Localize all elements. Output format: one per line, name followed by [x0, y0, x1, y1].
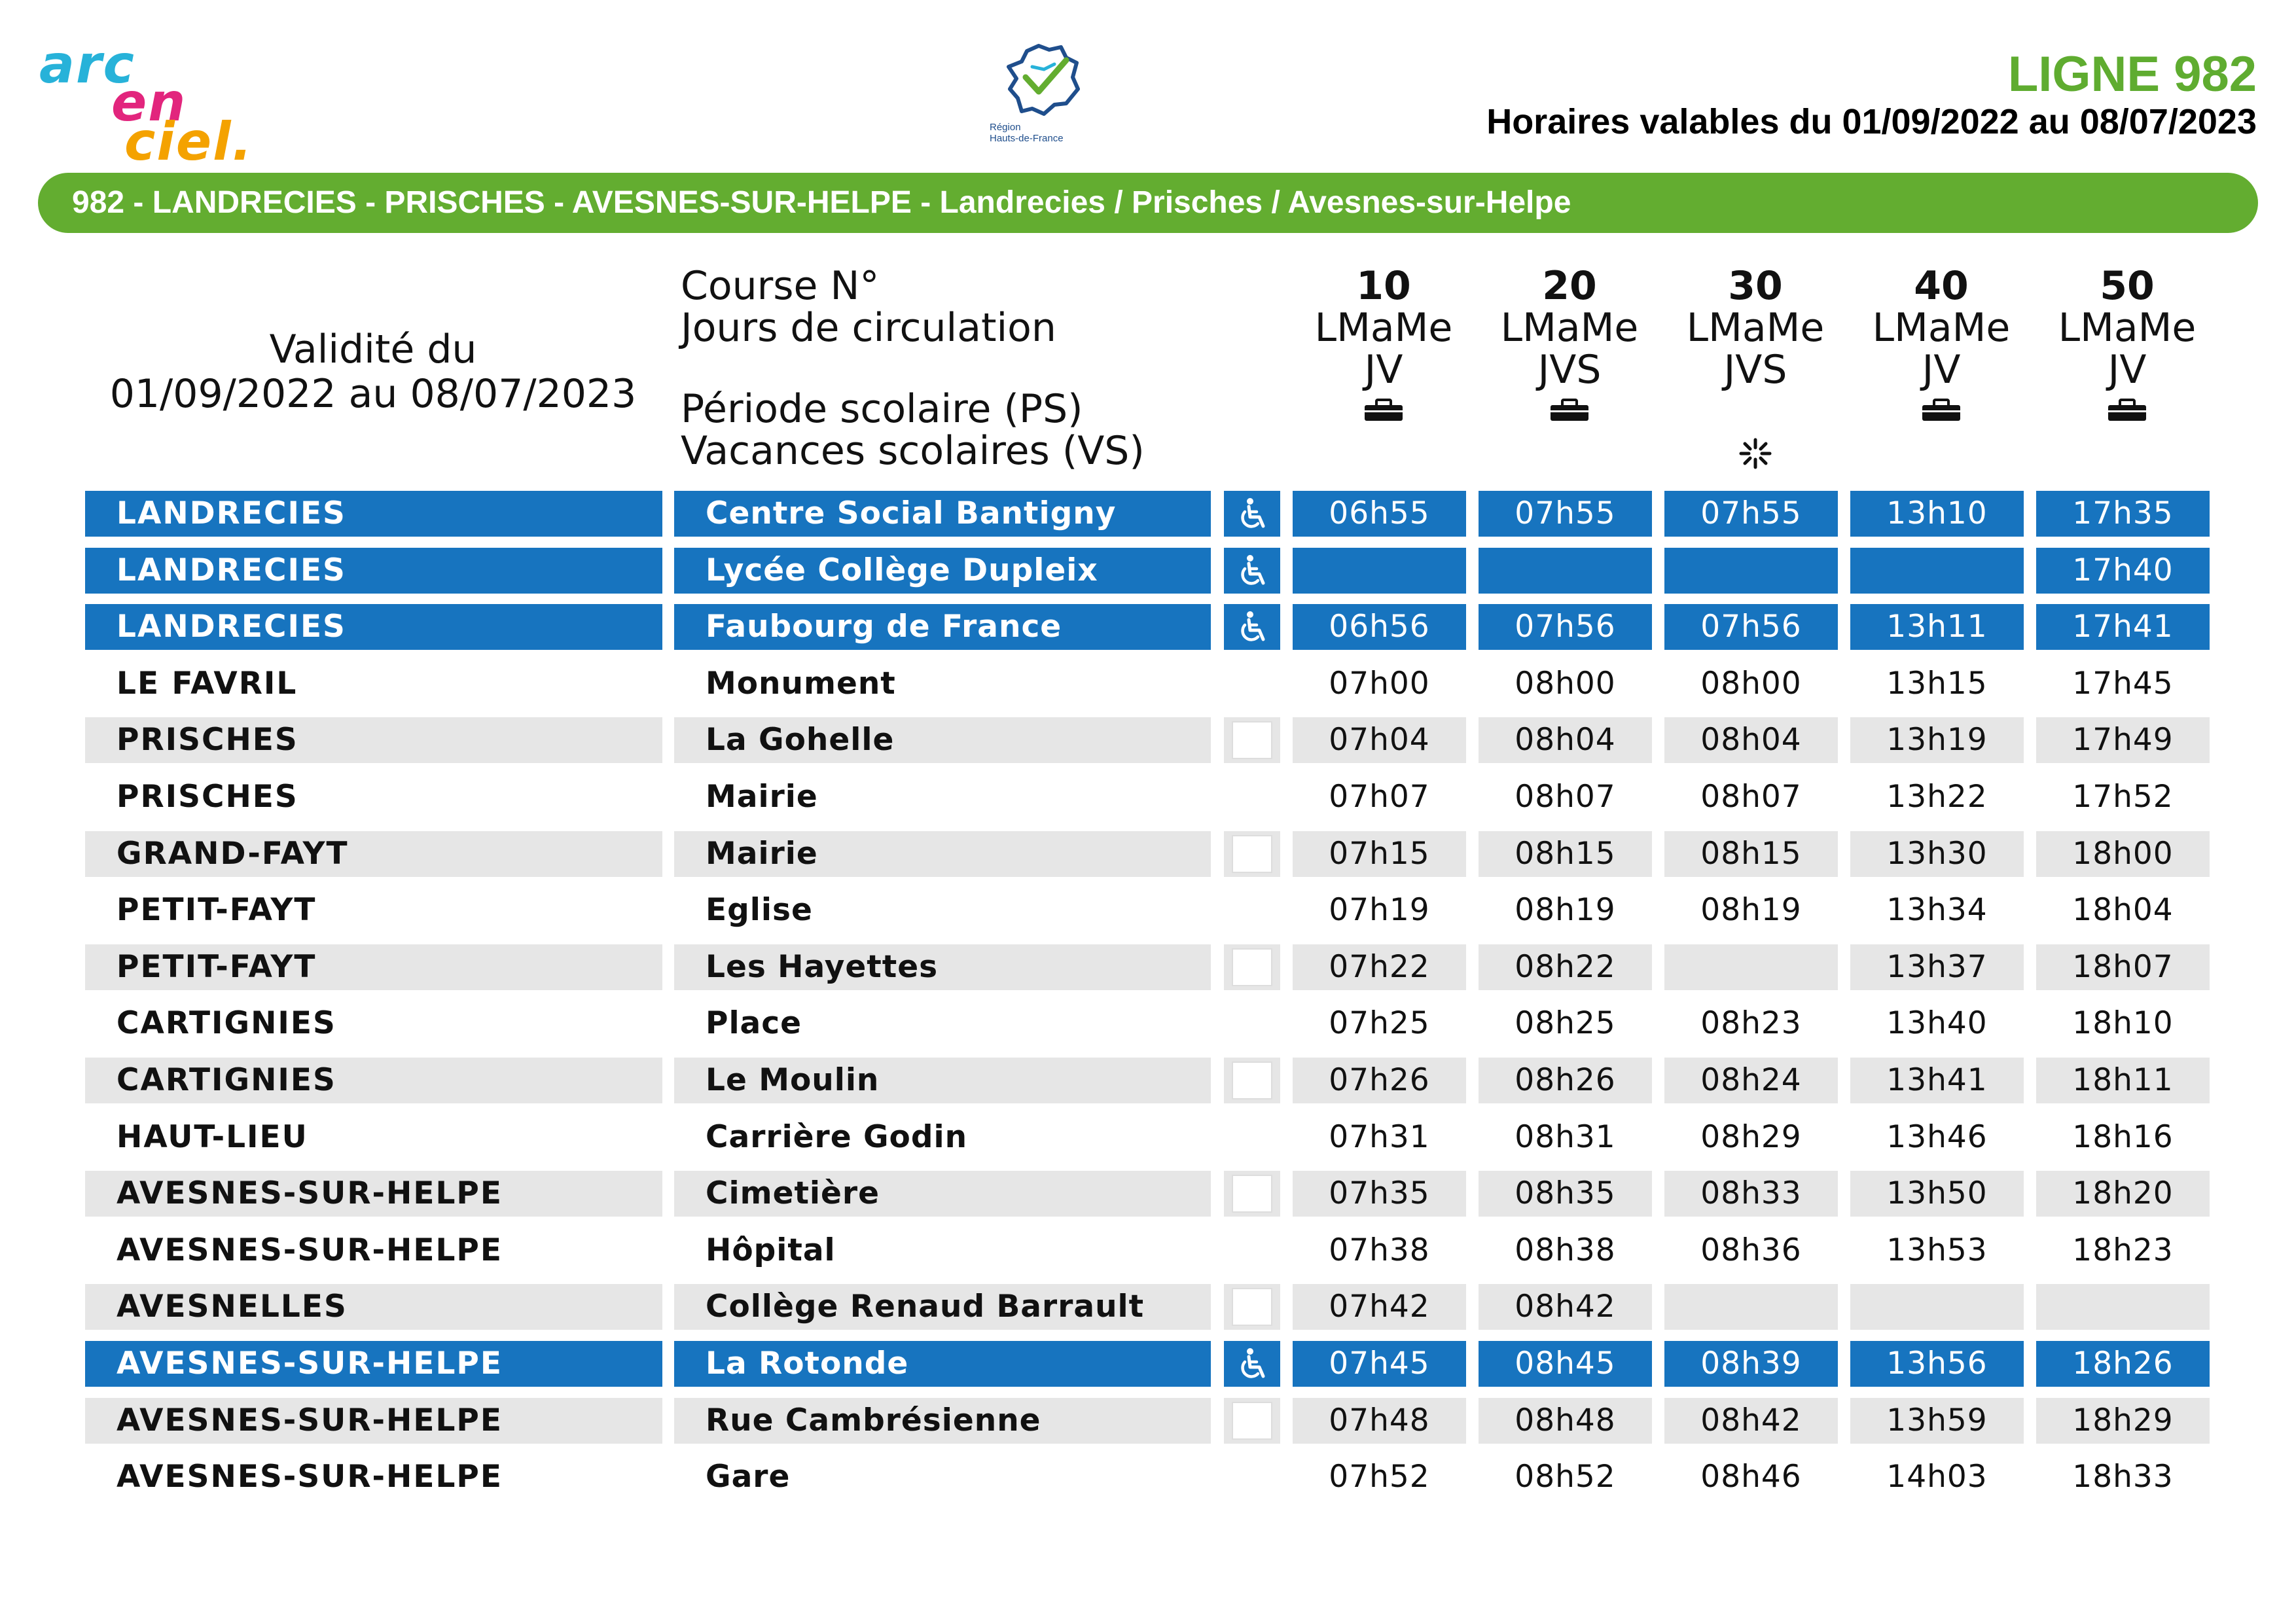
- city-name: CARTIGNIES: [117, 1005, 336, 1042]
- accessibility-box: [1232, 1061, 1272, 1099]
- validity-header: Horaires valables du 01/09/2022 au 08/07/2023: [1486, 102, 2257, 141]
- time-cell: 18h23: [2072, 1232, 2174, 1268]
- vs-indicator: [1852, 434, 2030, 473]
- time-cell: 18h33: [2072, 1459, 2174, 1495]
- time-cell: 08h36: [1700, 1232, 1802, 1268]
- course-number: 50: [2100, 263, 2155, 309]
- time-cell: [1850, 548, 2024, 594]
- city-name: AVESNES-SUR-HELPE: [117, 1459, 503, 1495]
- course-days: LMaMe: [1686, 305, 1825, 351]
- time-cell: 07h42: [1293, 1284, 1466, 1330]
- logo-ciel-text: ciel.: [124, 111, 253, 172]
- accessibility-cell: [1224, 1058, 1280, 1103]
- table-row: [0, 548, 2296, 594]
- time-cell: 08h22: [1479, 944, 1652, 990]
- time-cell: 07h07: [1329, 779, 1430, 815]
- time-cell: 07h48: [1293, 1398, 1466, 1444]
- time-cell: 13h40: [1886, 1005, 1988, 1042]
- time-cell: 13h22: [1886, 779, 1988, 815]
- wheelchair-icon: [1234, 496, 1270, 531]
- course-days: LMaMe: [2058, 305, 2197, 351]
- time-cell: 08h24: [1664, 1058, 1838, 1103]
- stop-name: Les Hayettes: [674, 944, 1211, 990]
- table-row: [0, 1058, 2296, 1103]
- table-validity: [85, 327, 661, 416]
- time-cell: 13h50: [1850, 1171, 2024, 1217]
- table-row: [0, 1171, 2296, 1217]
- table-row: [0, 774, 2296, 820]
- time-cell: 18h11: [2036, 1058, 2210, 1103]
- time-cell: 07h26: [1293, 1058, 1466, 1103]
- table-row: [0, 944, 2296, 990]
- stop-name: Mairie: [674, 831, 1211, 877]
- time-cell: 08h42: [1664, 1398, 1838, 1444]
- city-name: PETIT-FAYT: [117, 892, 317, 929]
- stop-name: Hôpital: [706, 1232, 836, 1268]
- course-column-header: [1666, 265, 1844, 473]
- table-row: [0, 604, 2296, 650]
- table-validity-line2: 01/09/2022 au 08/07/2023: [109, 371, 637, 417]
- course-days: LMaMe: [1872, 305, 2011, 351]
- stop-name: Collège Renaud Barrault: [674, 1284, 1211, 1330]
- wheelchair-icon: [1234, 553, 1270, 588]
- briefcase-icon: [2106, 399, 2149, 422]
- time-cell: 06h55: [1293, 491, 1466, 537]
- sun-icon: [1736, 437, 1775, 470]
- stop-name: Monument: [706, 665, 896, 702]
- table-row: [0, 1284, 2296, 1330]
- table-row: [0, 831, 2296, 877]
- course-days-extra: JV: [1922, 347, 1961, 393]
- region-line1: Région: [990, 122, 1021, 133]
- wheelchair-icon: [1234, 1346, 1270, 1382]
- time-cell: 13h10: [1850, 491, 2024, 537]
- time-cell: 18h16: [2072, 1118, 2174, 1155]
- time-cell: [1664, 548, 1838, 594]
- time-cell: 13h56: [1850, 1341, 2024, 1387]
- time-cell: 08h00: [1515, 665, 1616, 702]
- jours-label: Jours de circulation: [681, 305, 1056, 351]
- city-name: PRISCHES: [117, 779, 298, 815]
- time-cell: 07h38: [1329, 1232, 1430, 1268]
- course-column-header: [1295, 265, 1473, 473]
- accessibility-box: [1232, 948, 1272, 986]
- course-number: 40: [1914, 263, 1969, 309]
- table-row: [0, 887, 2296, 933]
- city-name: LANDRECIES: [85, 548, 662, 594]
- time-cell: 08h25: [1515, 1005, 1616, 1042]
- table-row: [0, 1341, 2296, 1387]
- time-cell: 08h35: [1479, 1171, 1652, 1217]
- ps-indicator: [1852, 391, 2030, 430]
- accessibility-cell: [1224, 1284, 1280, 1330]
- ps-indicator: [1480, 391, 1659, 430]
- course-column-header: [1480, 265, 1659, 473]
- time-cell: [1850, 1284, 2024, 1330]
- line-number-title: LIGNE 982: [2007, 46, 2257, 102]
- time-cell: 17h41: [2036, 604, 2210, 650]
- time-cell: 13h30: [1850, 831, 2024, 877]
- briefcase-icon: [1548, 399, 1591, 422]
- accessibility-cell: [1224, 661, 1280, 707]
- ps-indicator: [2038, 391, 2216, 430]
- time-cell: 13h34: [1886, 892, 1988, 929]
- accessibility-cell: [1224, 887, 1280, 933]
- table-row: [0, 1115, 2296, 1160]
- vs-indicator: [2038, 434, 2216, 473]
- stop-name: Carrière Godin: [706, 1118, 968, 1155]
- time-cell: 07h56: [1664, 604, 1838, 650]
- time-cell: [1664, 944, 1838, 990]
- ps-indicator: [1295, 391, 1473, 430]
- time-cell: 18h04: [2072, 892, 2174, 929]
- city-name: AVESNES-SUR-HELPE: [117, 1232, 503, 1268]
- stop-name: La Gohelle: [674, 717, 1211, 763]
- time-cell: 17h45: [2072, 665, 2174, 702]
- time-cell: 08h42: [1479, 1284, 1652, 1330]
- time-cell: 08h46: [1700, 1459, 1802, 1495]
- accessibility-box: [1232, 1288, 1272, 1326]
- time-cell: 13h46: [1886, 1118, 1988, 1155]
- time-cell: 18h10: [2072, 1005, 2174, 1042]
- accessibility-cell: [1224, 1171, 1280, 1217]
- vs-indicator: [1295, 434, 1473, 473]
- time-cell: 07h55: [1664, 491, 1838, 537]
- ps-label: Période scolaire (PS): [681, 386, 1083, 432]
- course-days-extra: JV: [2108, 347, 2147, 393]
- stop-name: Mairie: [706, 779, 818, 815]
- time-cell: 13h19: [1850, 717, 2024, 763]
- accessibility-cell: [1224, 1341, 1280, 1387]
- time-cell: 08h07: [1515, 779, 1616, 815]
- time-cell: 08h04: [1479, 717, 1652, 763]
- time-cell: 07h04: [1293, 717, 1466, 763]
- time-cell: 17h35: [2036, 491, 2210, 537]
- time-cell: 07h35: [1293, 1171, 1466, 1217]
- time-cell: 08h00: [1700, 665, 1802, 702]
- city-name: LANDRECIES: [85, 491, 662, 537]
- course-days-extra: JVS: [1723, 347, 1787, 393]
- time-cell: 06h56: [1293, 604, 1466, 650]
- city-name: PETIT-FAYT: [85, 944, 662, 990]
- accessibility-cell: [1224, 604, 1280, 650]
- table-row: [0, 1398, 2296, 1444]
- accessibility-cell: [1224, 774, 1280, 820]
- table-row-labels: [681, 265, 1145, 472]
- time-cell: 08h26: [1479, 1058, 1652, 1103]
- time-cell: 17h52: [2072, 779, 2174, 815]
- briefcase-icon: [1362, 399, 1405, 422]
- logo-en-text: en: [111, 72, 187, 133]
- stop-name: Lycée Collège Dupleix: [674, 548, 1211, 594]
- time-cell: 17h49: [2036, 717, 2210, 763]
- time-cell: 08h15: [1664, 831, 1838, 877]
- table-row: [0, 1228, 2296, 1274]
- time-cell: [1479, 548, 1652, 594]
- accessibility-cell: [1224, 1115, 1280, 1160]
- stop-name: Cimetière: [674, 1171, 1211, 1217]
- city-name: GRAND-FAYT: [85, 831, 662, 877]
- time-cell: [2036, 1284, 2210, 1330]
- time-cell: 13h53: [1886, 1232, 1988, 1268]
- table-row: [0, 1454, 2296, 1500]
- time-cell: 13h59: [1850, 1398, 2024, 1444]
- accessibility-box: [1232, 721, 1272, 759]
- course-days-extra: JV: [1364, 347, 1403, 393]
- city-name: AVESNELLES: [85, 1284, 662, 1330]
- table-row: [0, 491, 2296, 537]
- table-row: [0, 717, 2296, 763]
- time-cell: 08h19: [1700, 892, 1802, 929]
- arc-en-ciel-logo: [39, 34, 275, 172]
- course-number: 30: [1728, 263, 1783, 309]
- france-map-icon: [998, 41, 1090, 119]
- time-cell: 14h03: [1886, 1459, 1988, 1495]
- time-cell: 08h04: [1664, 717, 1838, 763]
- stop-name: Place: [706, 1005, 802, 1042]
- accessibility-box: [1232, 1402, 1272, 1440]
- vs-label: Vacances scolaires (VS): [681, 428, 1145, 474]
- time-cell: 07h55: [1479, 491, 1652, 537]
- vs-indicator: [1666, 434, 1844, 473]
- time-cell: 13h37: [1850, 944, 2024, 990]
- time-cell: 08h31: [1515, 1118, 1616, 1155]
- stop-name: Gare: [706, 1459, 791, 1495]
- ps-indicator: [1666, 391, 1844, 430]
- time-cell: 07h25: [1329, 1005, 1430, 1042]
- time-cell: 07h15: [1293, 831, 1466, 877]
- time-cell: 08h29: [1700, 1118, 1802, 1155]
- route-banner: 982 - LANDRECIES - PRISCHES - AVESNES-SUR-HELPE - Landrecies / Prisches / Avesnes-sur-Helpe: [38, 173, 2258, 233]
- city-name: CARTIGNIES: [85, 1058, 662, 1103]
- table-row: [0, 661, 2296, 707]
- time-cell: 08h15: [1479, 831, 1652, 877]
- time-cell: 07h52: [1329, 1459, 1430, 1495]
- time-cell: 08h39: [1664, 1341, 1838, 1387]
- course-days-extra: JVS: [1537, 347, 1602, 393]
- time-cell: 08h38: [1515, 1232, 1616, 1268]
- time-cell: 18h26: [2036, 1341, 2210, 1387]
- time-cell: 08h23: [1700, 1005, 1802, 1042]
- stop-name: Le Moulin: [674, 1058, 1211, 1103]
- time-cell: 08h19: [1515, 892, 1616, 929]
- accessibility-cell: [1224, 1228, 1280, 1274]
- city-name: LANDRECIES: [85, 604, 662, 650]
- accessibility-cell: [1224, 831, 1280, 877]
- course-number: 20: [1542, 263, 1597, 309]
- time-cell: 07h45: [1293, 1341, 1466, 1387]
- table-validity-line1: Validité du: [269, 327, 477, 372]
- time-cell: 18h00: [2036, 831, 2210, 877]
- wheelchair-icon: [1234, 609, 1270, 645]
- region-line2: Hauts-de-France: [990, 133, 1064, 144]
- time-cell: 13h41: [1850, 1058, 2024, 1103]
- time-cell: 13h11: [1850, 604, 2024, 650]
- stop-name: Rue Cambrésienne: [674, 1398, 1211, 1444]
- city-name: LE FAVRIL: [117, 665, 298, 702]
- time-cell: 17h40: [2036, 548, 2210, 594]
- time-cell: 07h19: [1329, 892, 1430, 929]
- time-cell: 18h20: [2036, 1171, 2210, 1217]
- time-cell: 18h07: [2036, 944, 2210, 990]
- accessibility-cell: [1224, 717, 1280, 763]
- city-name: PRISCHES: [85, 717, 662, 763]
- course-label: Course N°: [681, 263, 880, 309]
- time-cell: 08h52: [1515, 1459, 1616, 1495]
- stop-name: La Rotonde: [674, 1341, 1211, 1387]
- course-days: LMaMe: [1314, 305, 1453, 351]
- accessibility-cell: [1224, 491, 1280, 537]
- course-number: 10: [1356, 263, 1411, 309]
- time-cell: 08h33: [1664, 1171, 1838, 1217]
- time-cell: 07h00: [1329, 665, 1430, 702]
- accessibility-box: [1232, 1175, 1272, 1213]
- time-cell: 07h22: [1293, 944, 1466, 990]
- time-cell: [1293, 548, 1466, 594]
- logo-arc-text: arc: [39, 34, 135, 95]
- time-cell: 07h56: [1479, 604, 1652, 650]
- time-cell: 08h07: [1700, 779, 1802, 815]
- city-name: AVESNES-SUR-HELPE: [85, 1171, 662, 1217]
- accessibility-cell: [1224, 1001, 1280, 1046]
- accessibility-cell: [1224, 1398, 1280, 1444]
- accessibility-cell: [1224, 548, 1280, 594]
- time-cell: [1664, 1284, 1838, 1330]
- accessibility-cell: [1224, 944, 1280, 990]
- city-name: AVESNES-SUR-HELPE: [85, 1398, 662, 1444]
- city-name: HAUT-LIEU: [117, 1118, 308, 1155]
- time-cell: 08h48: [1479, 1398, 1652, 1444]
- briefcase-icon: [1920, 399, 1963, 422]
- stop-name: Centre Social Bantigny: [674, 491, 1211, 537]
- city-name: AVESNES-SUR-HELPE: [85, 1341, 662, 1387]
- time-cell: 13h15: [1886, 665, 1988, 702]
- stop-name: Faubourg de France: [674, 604, 1211, 650]
- time-cell: 07h31: [1329, 1118, 1430, 1155]
- stop-name: Eglise: [706, 892, 813, 929]
- time-cell: 18h29: [2036, 1398, 2210, 1444]
- time-cell: 08h45: [1479, 1341, 1652, 1387]
- accessibility-cell: [1224, 1454, 1280, 1500]
- table-row: [0, 1001, 2296, 1046]
- vs-indicator: [1480, 434, 1659, 473]
- course-days: LMaMe: [1500, 305, 1639, 351]
- region-hauts-de-france-logo: [982, 41, 1106, 152]
- accessibility-box: [1232, 835, 1272, 873]
- course-column-header: [1852, 265, 2030, 473]
- course-column-header: [2038, 265, 2216, 473]
